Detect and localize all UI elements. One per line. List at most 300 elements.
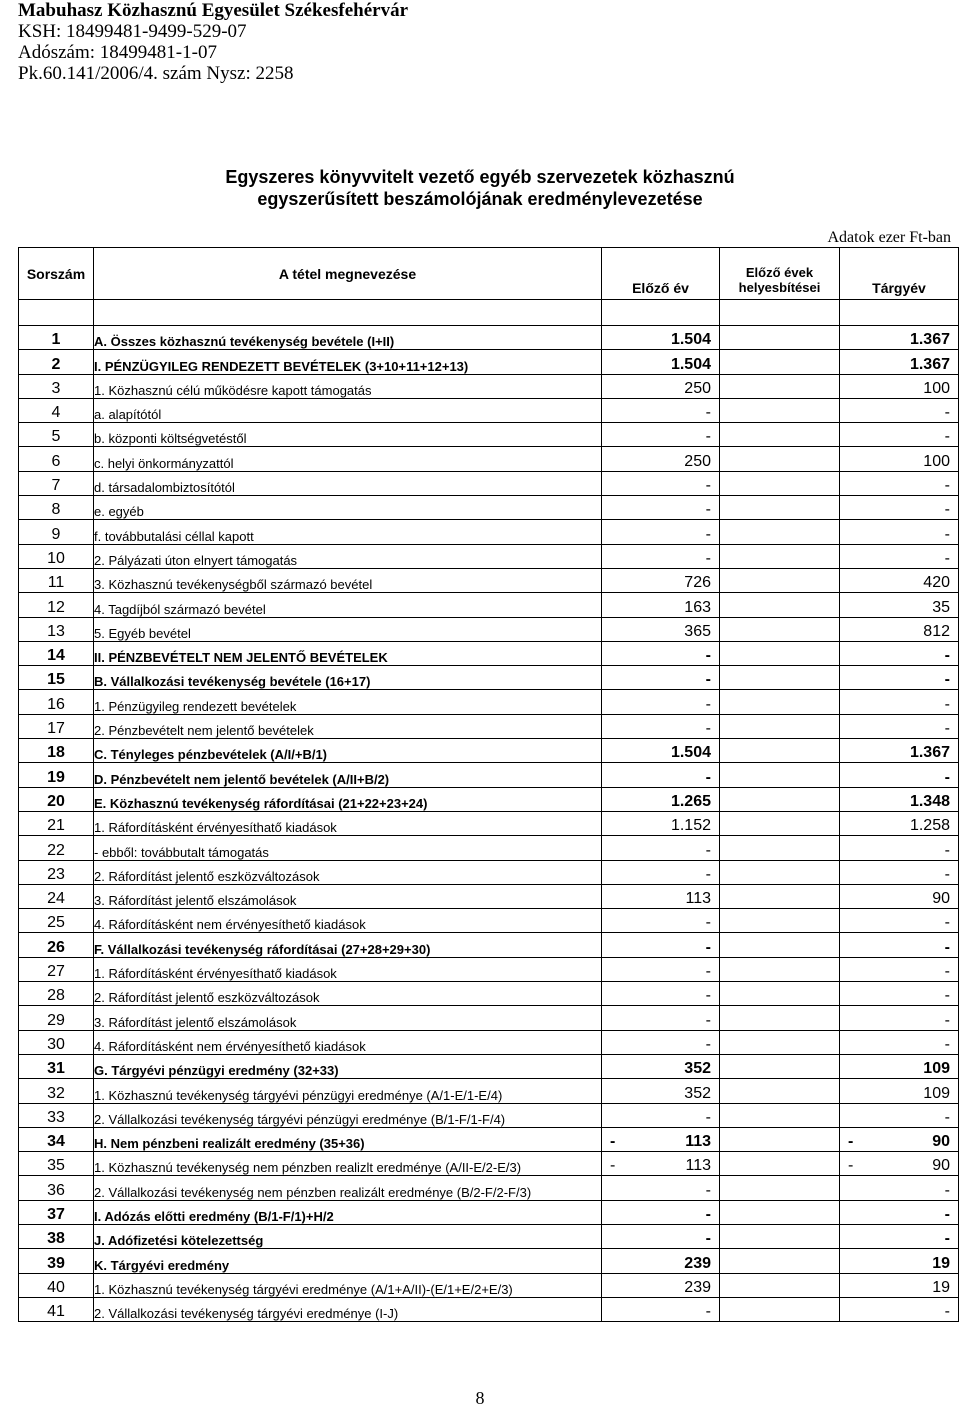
row-corrections <box>720 496 840 520</box>
row-item-name: II. PÉNZBEVÉTELT NEM JELENTŐ BEVÉTELEK <box>94 641 602 665</box>
row-current-year <box>840 1054 959 1078</box>
page-number: 8 <box>475 1388 485 1408</box>
row-current-year-value: - <box>944 841 950 859</box>
row-current-year-value: - <box>944 1035 950 1053</box>
row-corrections <box>720 423 840 447</box>
row-current-year <box>840 787 959 811</box>
column-header-previous-year: Előző év <box>602 248 720 300</box>
row-serial: 14 <box>19 641 94 665</box>
row-current-year-value: - <box>944 671 950 689</box>
row-current-year-sign: - <box>848 1157 854 1175</box>
row-serial: 2 <box>19 350 94 374</box>
row-item-name: 1. Pénzügyileg rendezett bevételek <box>94 690 602 714</box>
row-corrections <box>720 350 840 374</box>
row-item-name: 4. Ráfordításként nem érvényesíthető kiadások <box>94 1030 602 1054</box>
row-current-year-value: 19 <box>932 1278 950 1296</box>
row-corrections <box>720 811 840 835</box>
row-previous-year-value: - <box>705 671 711 689</box>
table-row <box>19 666 959 690</box>
row-current-year <box>840 374 959 398</box>
row-previous-year <box>602 1054 720 1078</box>
row-previous-year <box>602 836 720 860</box>
row-item-name: 1. Közhasznú tevékenység tárgyévi eredménye (A/1+A/II)-(E/1+E/2+E/3) <box>94 1273 602 1297</box>
row-current-year-value: 100 <box>923 452 950 470</box>
row-serial: 4 <box>19 398 94 422</box>
row-serial: 41 <box>19 1297 94 1321</box>
row-serial: 11 <box>19 568 94 592</box>
table-row <box>19 1079 959 1103</box>
row-previous-year <box>602 1249 720 1273</box>
row-previous-year-value: 113 <box>685 890 711 908</box>
row-previous-year <box>602 666 720 690</box>
row-corrections <box>720 544 840 568</box>
row-serial: 19 <box>19 763 94 787</box>
row-previous-year <box>602 884 720 908</box>
table-row <box>19 374 959 398</box>
table-row <box>19 326 959 350</box>
row-corrections <box>720 1273 840 1297</box>
row-serial: 22 <box>19 836 94 860</box>
row-previous-year-value: - <box>705 549 711 567</box>
row-previous-year <box>602 544 720 568</box>
row-corrections <box>720 933 840 957</box>
row-previous-year-value: - <box>705 865 711 883</box>
row-current-year <box>840 350 959 374</box>
row-serial: 23 <box>19 860 94 884</box>
row-current-year <box>840 398 959 422</box>
row-current-year-sign: - <box>848 1133 854 1151</box>
row-previous-year-value: - <box>705 914 711 932</box>
row-item-name: 3. Ráfordítást jelentő elszámolások <box>94 884 602 908</box>
row-corrections <box>720 1152 840 1176</box>
organization-name: Mabuhasz Közhasznú Egyesület Székesfehérvár <box>18 0 409 21</box>
table-row <box>19 1030 959 1054</box>
row-previous-year-value: 1.504 <box>670 355 711 373</box>
row-corrections <box>720 471 840 495</box>
row-previous-year <box>602 957 720 981</box>
row-item-name: 1. Közhasznú célú működésre kapott támogatás <box>94 374 602 398</box>
row-corrections <box>720 787 840 811</box>
row-current-year-value: 812 <box>923 622 950 640</box>
row-corrections <box>720 714 840 738</box>
row-serial: 9 <box>19 520 94 544</box>
row-previous-year <box>602 496 720 520</box>
row-previous-year-value: - <box>705 1303 711 1321</box>
row-serial: 36 <box>19 1176 94 1200</box>
row-previous-year <box>602 1127 720 1151</box>
row-previous-year-value: - <box>705 404 711 422</box>
row-corrections <box>720 763 840 787</box>
row-previous-year-value: - <box>705 1035 711 1053</box>
row-serial: 24 <box>19 884 94 908</box>
row-previous-year-value: 726 <box>684 574 711 592</box>
row-previous-year <box>602 1176 720 1200</box>
row-serial: 33 <box>19 1103 94 1127</box>
document-title-line-1: Egyszeres könyvvitelt vezető egyéb szervezetek közhasznú <box>225 167 735 187</box>
row-corrections <box>720 836 840 860</box>
row-serial: 5 <box>19 423 94 447</box>
row-current-year <box>840 933 959 957</box>
row-previous-year-value: 1.152 <box>670 817 711 835</box>
row-item-name: H. Nem pénzbeni realizált eredmény (35+36) <box>94 1127 602 1151</box>
table-row <box>19 1127 959 1151</box>
row-previous-year-value: 113 <box>685 1133 711 1151</box>
row-current-year <box>840 423 959 447</box>
row-current-year-value: - <box>944 938 950 956</box>
table-row <box>19 933 959 957</box>
table-row <box>19 641 959 665</box>
row-current-year-value: 1.367 <box>909 744 950 762</box>
row-previous-year <box>602 690 720 714</box>
row-corrections <box>720 666 840 690</box>
table-row <box>19 690 959 714</box>
table-row <box>19 714 959 738</box>
row-serial: 38 <box>19 1224 94 1248</box>
row-current-year <box>840 1030 959 1054</box>
row-current-year <box>840 544 959 568</box>
row-corrections <box>720 1103 840 1127</box>
row-previous-year-value: 1.265 <box>670 792 711 810</box>
row-current-year <box>840 739 959 763</box>
row-current-year-value: 90 <box>932 1157 950 1175</box>
row-corrections <box>720 690 840 714</box>
row-current-year <box>840 617 959 641</box>
table-row <box>19 1249 959 1273</box>
row-current-year <box>840 666 959 690</box>
column-header-corrections <box>720 248 840 300</box>
row-item-name: B. Vállalkozási tevékenység bevétele (16+17) <box>94 666 602 690</box>
row-serial: 15 <box>19 666 94 690</box>
table-row <box>19 860 959 884</box>
row-current-year <box>840 1249 959 1273</box>
row-current-year-value: - <box>944 428 950 446</box>
row-item-name: 1. Ráfordításként érvényesíthatő kiadások <box>94 957 602 981</box>
row-item-name: 3. Ráfordítást jelentő elszámolások <box>94 1006 602 1030</box>
row-item-name: E. Közhasznú tevékenység ráfordításai (21+22+23+24) <box>94 787 602 811</box>
row-current-year <box>840 1103 959 1127</box>
row-current-year <box>840 1273 959 1297</box>
row-serial: 29 <box>19 1006 94 1030</box>
row-previous-year-value: 113 <box>685 1157 711 1175</box>
row-previous-year <box>602 326 720 350</box>
row-previous-year <box>602 1030 720 1054</box>
row-current-year <box>840 860 959 884</box>
row-previous-year-value: - <box>705 841 711 859</box>
column-header-corrections-line-1: Előző évek <box>745 265 814 280</box>
row-serial: 40 <box>19 1273 94 1297</box>
row-serial: 6 <box>19 447 94 471</box>
row-serial: 31 <box>19 1054 94 1078</box>
row-previous-year-value: - <box>705 1230 711 1248</box>
row-serial: 20 <box>19 787 94 811</box>
row-item-name: I. PÉNZÜGYILEG RENDEZETT BEVÉTELEK (3+10+11+12+13) <box>94 350 602 374</box>
table-row <box>19 909 959 933</box>
table-row <box>19 568 959 592</box>
row-corrections <box>720 1200 840 1224</box>
table-row <box>19 982 959 1006</box>
row-current-year-value: 420 <box>923 574 950 592</box>
row-current-year-value: - <box>944 549 950 567</box>
row-previous-year <box>602 471 720 495</box>
row-current-year <box>840 1200 959 1224</box>
row-item-name: - ebből: továbbutalt támogatás <box>94 836 602 860</box>
row-current-year <box>840 884 959 908</box>
row-current-year-value: - <box>944 1181 950 1199</box>
row-current-year-value: 109 <box>923 1060 950 1078</box>
table-row <box>19 763 959 787</box>
table-row <box>19 1152 959 1176</box>
row-current-year-value: - <box>944 1011 950 1029</box>
row-previous-year <box>602 909 720 933</box>
row-serial: 18 <box>19 739 94 763</box>
row-serial: 27 <box>19 957 94 981</box>
row-previous-year-value: - <box>705 428 711 446</box>
row-serial: 3 <box>19 374 94 398</box>
row-current-year-value: 109 <box>923 1084 950 1102</box>
table-row <box>19 471 959 495</box>
row-current-year <box>840 520 959 544</box>
row-item-name: a. alapítótól <box>94 398 602 422</box>
row-previous-year-value: 239 <box>684 1254 711 1272</box>
row-corrections <box>720 1224 840 1248</box>
row-corrections <box>720 398 840 422</box>
row-current-year <box>840 1297 959 1321</box>
row-previous-year-value: 352 <box>684 1060 711 1078</box>
row-current-year-value: - <box>944 647 950 665</box>
row-item-name: F. Vállalkozási tevékenység ráfordításai (27+28+29+30) <box>94 933 602 957</box>
row-serial: 7 <box>19 471 94 495</box>
row-current-year <box>840 836 959 860</box>
row-previous-year <box>602 1273 720 1297</box>
table-row <box>19 423 959 447</box>
row-previous-year <box>602 1006 720 1030</box>
row-serial: 12 <box>19 593 94 617</box>
row-current-year <box>840 1176 959 1200</box>
row-current-year-value: - <box>944 768 950 786</box>
document-title <box>0 166 960 210</box>
row-previous-year <box>602 1200 720 1224</box>
row-previous-year-value: - <box>705 1205 711 1223</box>
row-previous-year-value: - <box>705 525 711 543</box>
row-previous-year-value: - <box>705 695 711 713</box>
row-corrections <box>720 1030 840 1054</box>
row-serial: 26 <box>19 933 94 957</box>
table-row <box>19 739 959 763</box>
row-corrections <box>720 1054 840 1078</box>
row-previous-year-value: - <box>705 501 711 519</box>
row-item-name: 1. Közhasznú tevékenység nem pénzben realizlt eredménye (A/II-E/2-E/3) <box>94 1152 602 1176</box>
row-current-year-value: - <box>944 1108 950 1126</box>
row-previous-year-value: 1.504 <box>670 744 711 762</box>
row-previous-year <box>602 982 720 1006</box>
row-current-year-value: 19 <box>932 1254 950 1272</box>
row-previous-year <box>602 787 720 811</box>
table-row <box>19 447 959 471</box>
row-item-name: 4. Tagdíjból származó bevétel <box>94 593 602 617</box>
table-row <box>19 350 959 374</box>
row-previous-year-value: - <box>705 768 711 786</box>
row-previous-year <box>602 1297 720 1321</box>
row-current-year-value: 35 <box>932 598 950 616</box>
row-item-name: J. Adófizetési kötelezettség <box>94 1224 602 1248</box>
row-previous-year <box>602 933 720 957</box>
row-serial: 1 <box>19 326 94 350</box>
row-corrections <box>720 447 840 471</box>
row-current-year-value: 1.367 <box>909 331 950 349</box>
row-current-year <box>840 909 959 933</box>
row-corrections <box>720 617 840 641</box>
row-previous-year <box>602 739 720 763</box>
table-body <box>19 300 959 1322</box>
row-current-year <box>840 1127 959 1151</box>
table-row <box>19 496 959 520</box>
row-current-year <box>840 593 959 617</box>
row-serial: 16 <box>19 690 94 714</box>
table-row <box>19 520 959 544</box>
organization-header <box>18 0 408 84</box>
row-current-year <box>840 1224 959 1248</box>
table-row <box>19 593 959 617</box>
row-previous-year <box>602 617 720 641</box>
row-previous-year <box>602 593 720 617</box>
table-row <box>19 617 959 641</box>
row-serial: 39 <box>19 1249 94 1273</box>
row-previous-year-sign: - <box>610 1157 616 1175</box>
row-corrections <box>720 520 840 544</box>
row-current-year-value: 1.348 <box>909 792 950 810</box>
row-previous-year <box>602 641 720 665</box>
row-previous-year <box>602 1079 720 1103</box>
table-row <box>19 1297 959 1321</box>
row-serial: 30 <box>19 1030 94 1054</box>
row-corrections <box>720 1079 840 1103</box>
row-current-year-value: - <box>944 404 950 422</box>
table-row <box>19 1273 959 1297</box>
row-current-year-value: - <box>944 987 950 1005</box>
table-row <box>19 1224 959 1248</box>
row-item-name: 2. Vállalkozási tevékenység nem pénzben realizált eredménye (B/2-F/2-F/3) <box>94 1176 602 1200</box>
row-previous-year <box>602 811 720 835</box>
row-previous-year-value: - <box>705 938 711 956</box>
row-item-name: 4. Ráfordításként nem érvényesíthető kiadások <box>94 909 602 933</box>
row-corrections <box>720 593 840 617</box>
row-corrections <box>720 739 840 763</box>
row-corrections <box>720 641 840 665</box>
row-item-name: A. Összes közhasznú tevékenység bevétele (I+II) <box>94 326 602 350</box>
document-title-line-2: egyszerűsített beszámolójának eredménylevezetése <box>257 189 703 209</box>
table-row <box>19 1200 959 1224</box>
row-item-name: 2. Ráfordítást jelentő eszközváltozások <box>94 982 602 1006</box>
row-previous-year-value: - <box>705 1181 711 1199</box>
row-current-year <box>840 568 959 592</box>
row-corrections <box>720 982 840 1006</box>
registry-number: Pk.60.141/2006/4. szám Nysz: 2258 <box>18 63 294 84</box>
row-previous-year-value: 250 <box>684 379 711 397</box>
row-item-name: 2. Pályázati úton elnyert támogatás <box>94 544 602 568</box>
table-row <box>19 836 959 860</box>
row-current-year-value: - <box>944 525 950 543</box>
row-current-year-value: - <box>944 720 950 738</box>
row-item-name: I. Adózás előtti eredmény (B/1-F/1)+H/2 <box>94 1200 602 1224</box>
row-serial: 28 <box>19 982 94 1006</box>
row-previous-year-value: - <box>705 477 711 495</box>
row-item-name: e. egyéb <box>94 496 602 520</box>
row-previous-year <box>602 350 720 374</box>
row-item-name: 2. Vállalkozási tevékenység tárgyévi eredménye (I-J) <box>94 1297 602 1321</box>
row-item-name: c. helyi önkormányzattól <box>94 447 602 471</box>
row-current-year-value: 1.367 <box>909 355 950 373</box>
row-current-year-value: 90 <box>932 890 950 908</box>
row-previous-year <box>602 1224 720 1248</box>
row-serial: 21 <box>19 811 94 835</box>
row-previous-year-value: 250 <box>684 452 711 470</box>
row-corrections <box>720 884 840 908</box>
row-item-name: 2. Pénzbevételt nem jelentő bevételek <box>94 714 602 738</box>
row-previous-year-value: 1.504 <box>670 331 711 349</box>
table-row <box>19 884 959 908</box>
row-current-year <box>840 690 959 714</box>
table-row <box>19 1103 959 1127</box>
row-current-year-value: - <box>944 1205 950 1223</box>
row-current-year <box>840 714 959 738</box>
row-current-year-value: - <box>944 963 950 981</box>
row-item-name: 1. Közhasznú tevékenység tárgyévi pénzügyi eredménye (A/1-E/1-E/4) <box>94 1079 602 1103</box>
row-previous-year <box>602 447 720 471</box>
table-row <box>19 544 959 568</box>
column-header-current-year: Tárgyév <box>840 248 959 300</box>
row-item-name: b. központi költségvetéstől <box>94 423 602 447</box>
row-serial: 10 <box>19 544 94 568</box>
row-current-year <box>840 471 959 495</box>
row-current-year-value: 100 <box>923 379 950 397</box>
row-previous-year <box>602 714 720 738</box>
row-current-year <box>840 641 959 665</box>
row-previous-year-value: - <box>705 987 711 1005</box>
table-row <box>19 787 959 811</box>
row-previous-year-value: 365 <box>684 622 711 640</box>
column-header-corrections-line-2: helyesbítései <box>738 280 821 295</box>
row-item-name: G. Tárgyévi pénzügyi eredmény (32+33) <box>94 1054 602 1078</box>
row-previous-year-value: - <box>705 963 711 981</box>
row-current-year-value: - <box>944 477 950 495</box>
row-previous-year-sign: - <box>610 1133 616 1151</box>
row-current-year <box>840 957 959 981</box>
table-spacer-row <box>19 300 959 326</box>
row-previous-year-value: - <box>705 720 711 738</box>
row-previous-year <box>602 398 720 422</box>
table-row <box>19 1176 959 1200</box>
row-current-year-value: - <box>944 695 950 713</box>
row-current-year <box>840 811 959 835</box>
row-serial: 32 <box>19 1079 94 1103</box>
row-item-name: C. Tényleges pénzbevételek (A/I/+B/1) <box>94 739 602 763</box>
row-serial: 8 <box>19 496 94 520</box>
row-corrections <box>720 374 840 398</box>
row-corrections <box>720 909 840 933</box>
row-previous-year <box>602 520 720 544</box>
row-previous-year-value: - <box>705 1011 711 1029</box>
row-item-name: 3. Közhasznú tevékenységből származó bevétel <box>94 568 602 592</box>
row-current-year-value: - <box>944 1230 950 1248</box>
row-previous-year <box>602 568 720 592</box>
row-previous-year <box>602 1152 720 1176</box>
row-corrections <box>720 1176 840 1200</box>
row-previous-year <box>602 763 720 787</box>
row-previous-year <box>602 374 720 398</box>
row-serial: 34 <box>19 1127 94 1151</box>
ksh-number: KSH: 18499481-9499-529-07 <box>18 21 247 42</box>
row-corrections <box>720 860 840 884</box>
